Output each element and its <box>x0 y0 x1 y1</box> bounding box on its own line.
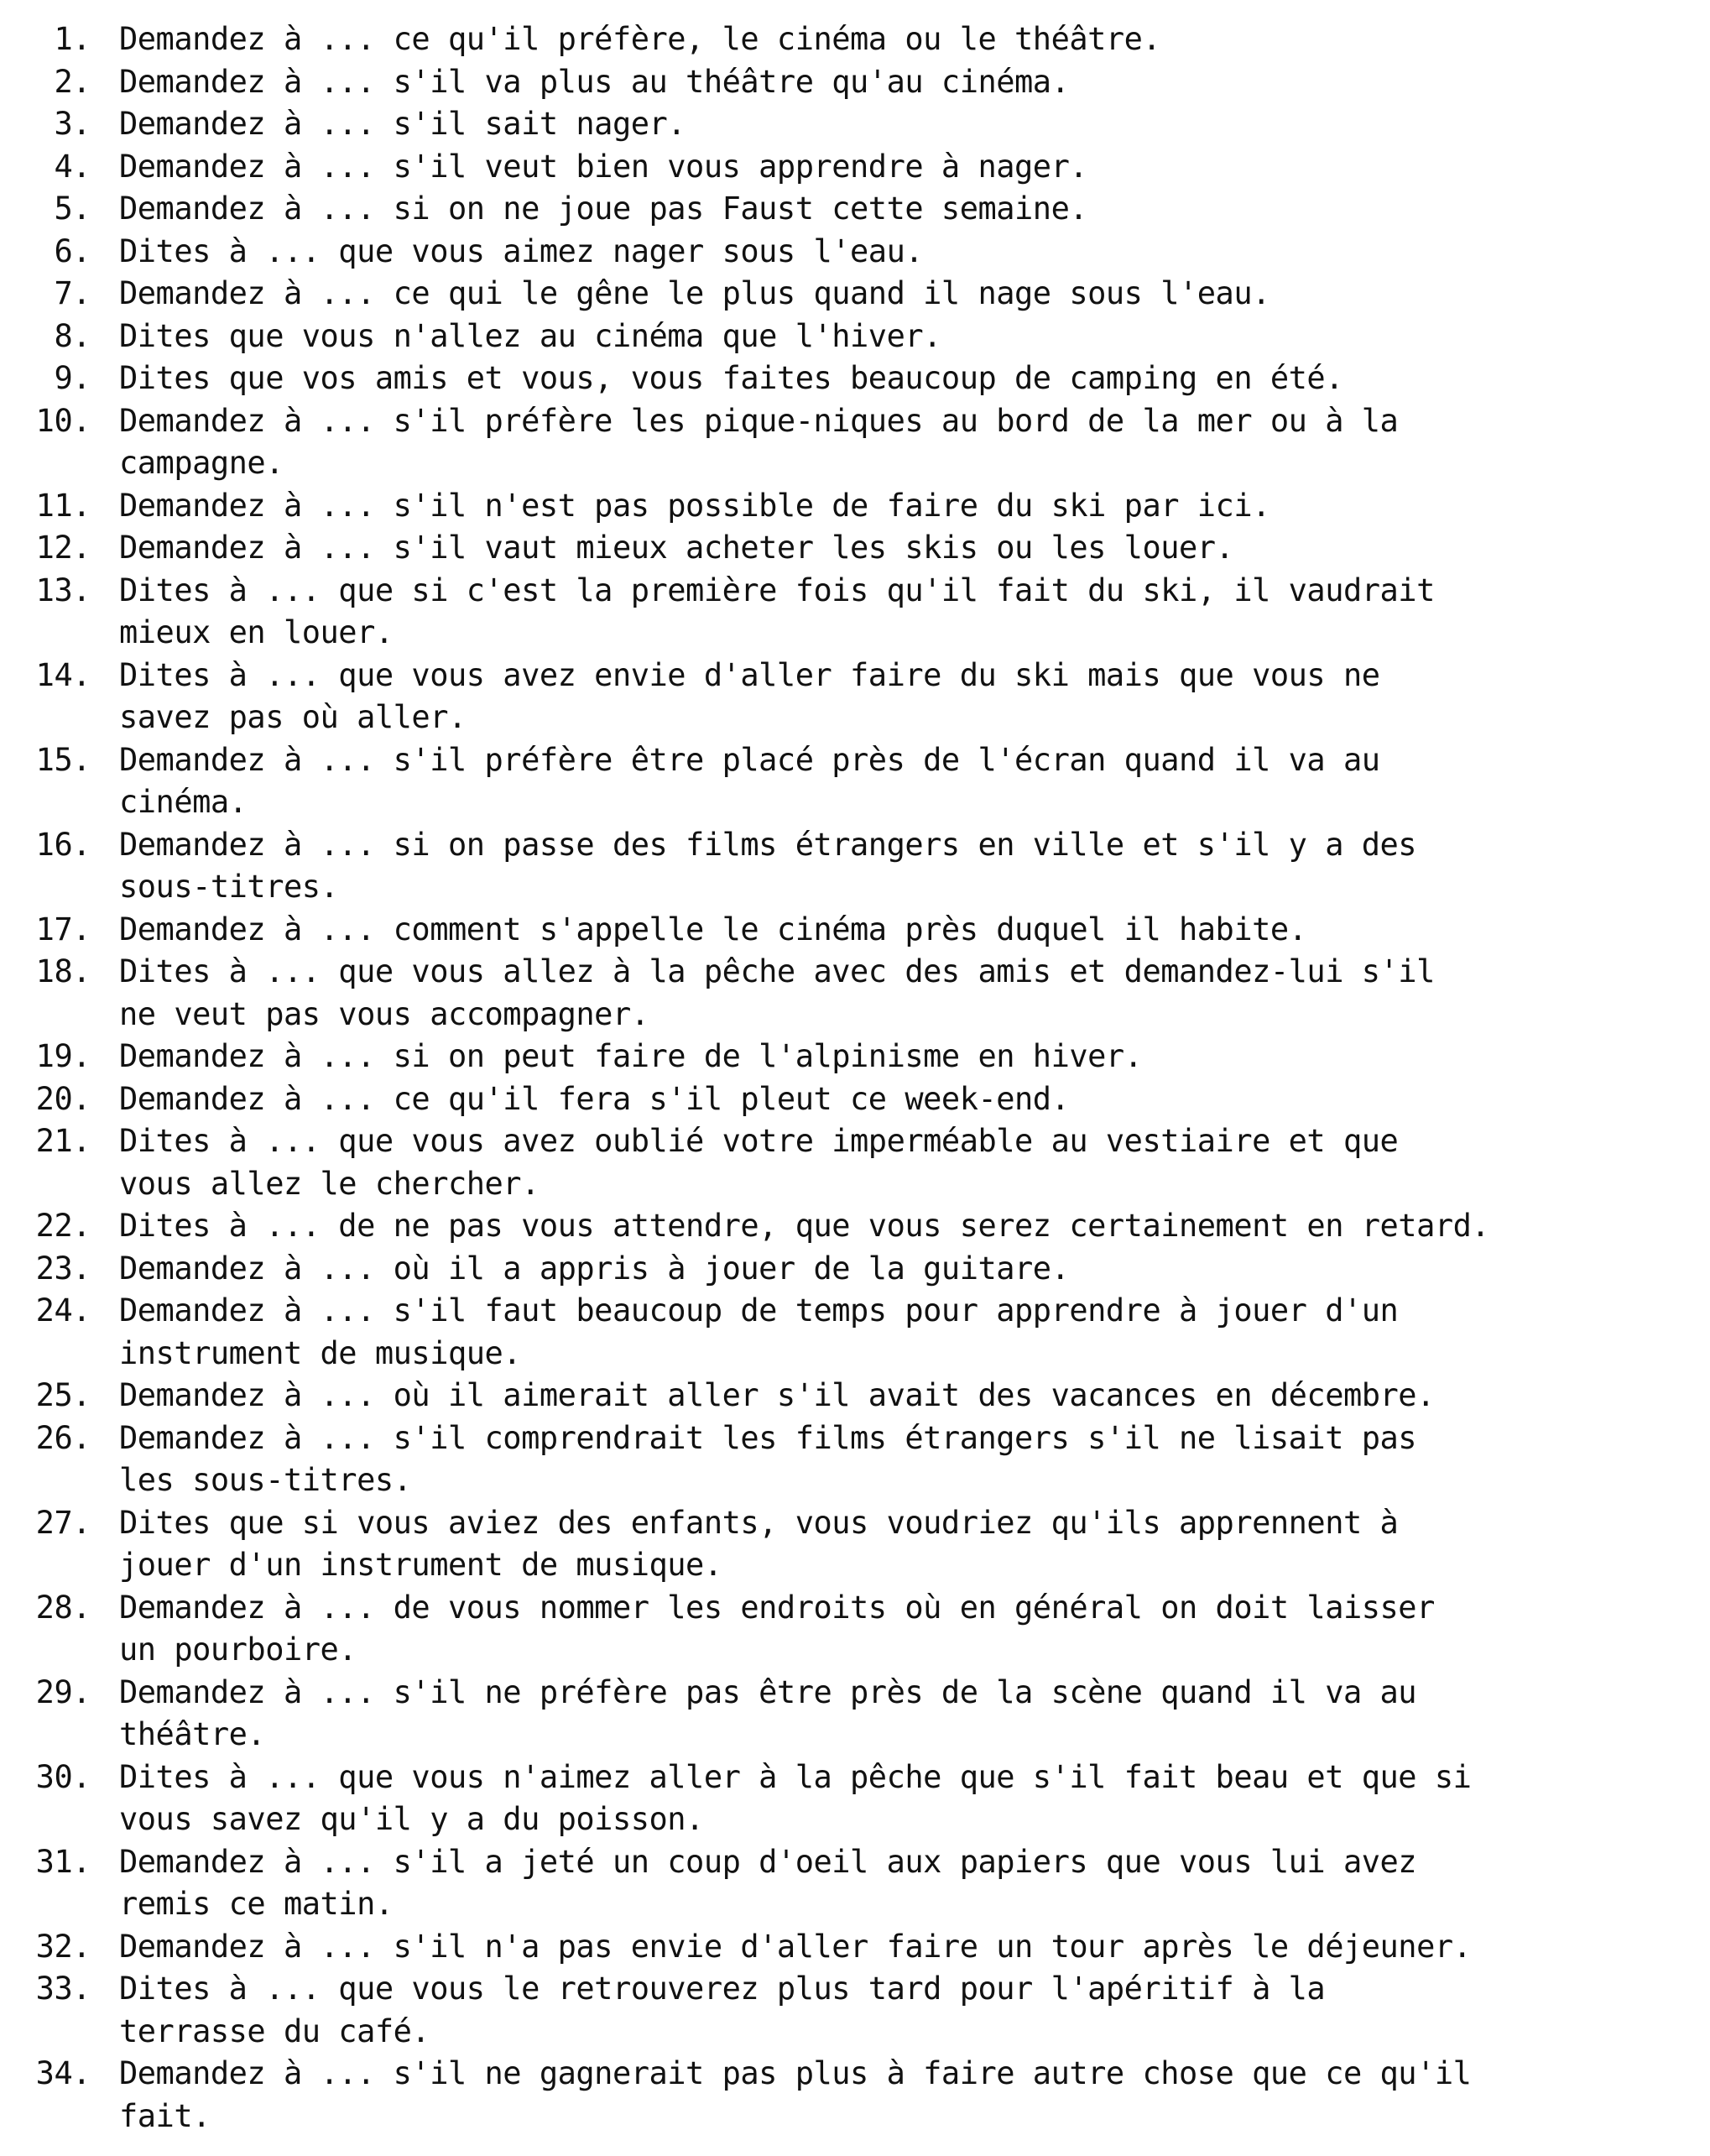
list-item <box>0 1968 1710 2053</box>
item-text: Dites à ... que vous n'aimez aller à la pêche que s'il fait beau et que si vous savez qu'il y a du poisson. <box>119 1758 1472 1837</box>
list-item <box>0 527 1710 570</box>
item-number: 11. <box>35 487 91 524</box>
item-number: 4. <box>54 148 91 185</box>
list-item <box>0 655 1710 739</box>
list-item <box>0 824 1710 909</box>
list-item <box>0 2053 1710 2138</box>
item-text: Dites à ... que vous avez envie d'aller faire du ski mais que vous ne savez pas où aller. <box>119 656 1380 735</box>
item-number: 16. <box>35 826 91 863</box>
list-item <box>0 316 1710 358</box>
item-text: Demandez à ... où il a appris à jouer de la guitare. <box>119 1250 1070 1287</box>
item-number: 12. <box>35 530 91 566</box>
item-number: 29. <box>35 1673 91 1710</box>
item-number: 34. <box>35 2055 91 2091</box>
list-item <box>0 1375 1710 1417</box>
item-number: 15. <box>35 741 91 778</box>
list-item <box>0 485 1710 528</box>
item-number: 3. <box>54 106 91 142</box>
list-item <box>0 951 1710 1036</box>
list-item <box>0 1120 1710 1205</box>
list-item <box>0 1205 1710 1248</box>
list-item <box>0 909 1710 952</box>
item-text: Demandez à ... s'il n'est pas possible de faire du ski par ici. <box>119 487 1270 524</box>
item-number: 2. <box>54 63 91 100</box>
item-number: 33. <box>35 1971 91 2007</box>
item-number: 8. <box>54 317 91 354</box>
item-number: 22. <box>35 1208 91 1244</box>
item-text: Dites que vous n'allez au cinéma que l'hiver. <box>119 317 941 354</box>
list-item <box>0 231 1710 274</box>
item-text: Demandez à ... s'il veut bien vous apprendre à nager. <box>119 148 1088 185</box>
item-number: 13. <box>35 572 91 608</box>
list-item <box>0 103 1710 146</box>
item-number: 21. <box>35 1123 91 1159</box>
item-text: Dites à ... que vous le retrouverez plus tard pour l'apéritif à la terrasse du café. <box>119 1971 1326 2049</box>
list-item <box>0 18 1710 61</box>
list-item <box>0 1841 1710 1926</box>
item-number: 28. <box>35 1589 91 1626</box>
item-text: Demandez à ... si on passe des films étrangers en ville et s'il y a des sous-titres. <box>119 826 1417 905</box>
item-number: 25. <box>35 1377 91 1413</box>
list-item <box>0 1757 1710 1841</box>
item-text: Demandez à ... de vous nommer les endroits où en général on doit laisser un pourboire. <box>119 1589 1435 1668</box>
list-item <box>0 570 1710 655</box>
item-number: 27. <box>35 1504 91 1541</box>
list-item <box>0 188 1710 231</box>
item-number: 1. <box>54 21 91 57</box>
item-number: 31. <box>35 1843 91 1880</box>
item-number: 20. <box>35 1080 91 1117</box>
item-text: Demandez à ... s'il comprendrait les films étrangers s'il ne lisait pas les sous-titres. <box>119 1419 1417 1498</box>
item-number: 5. <box>54 191 91 227</box>
list-item <box>0 400 1710 485</box>
item-text: Demandez à ... ce qu'il préfère, le cinéma ou le théâtre. <box>119 21 1161 57</box>
item-text: Dites que si vous aviez des enfants, vous voudriez qu'ils apprennent à jouer d'un instrument de musique. <box>119 1504 1399 1583</box>
list-item <box>0 1290 1710 1375</box>
item-text: Demandez à ... ce qui le gêne le plus quand il nage sous l'eau. <box>119 275 1270 311</box>
item-text: Demandez à ... s'il vaut mieux acheter les skis ou les louer. <box>119 530 1234 566</box>
item-text: Dites à ... de ne pas vous attendre, que vous serez certainement en retard. <box>119 1208 1490 1244</box>
item-number: 32. <box>35 1928 91 1965</box>
list-item <box>0 1078 1710 1121</box>
item-number: 30. <box>35 1758 91 1795</box>
item-text: Demandez à ... s'il faut beaucoup de temps pour apprendre à jouer d'un instrument de musique. <box>119 1292 1399 1371</box>
item-number: 7. <box>54 275 91 311</box>
item-text: Demandez à ... comment s'appelle le cinéma près duquel il habite. <box>119 911 1307 947</box>
item-number: 10. <box>35 402 91 439</box>
item-number: 24. <box>35 1292 91 1329</box>
item-text: Demandez à ... s'il préfère les pique-niques au bord de la mer ou à la campagne. <box>119 402 1399 481</box>
list-item <box>0 1926 1710 1969</box>
list-item <box>0 1036 1710 1078</box>
item-text: Demandez à ... s'il ne préfère pas être près de la scène quand il va au théâtre. <box>119 1673 1417 1752</box>
item-text: Dites que vos amis et vous, vous faites beaucoup de camping en été. <box>119 360 1343 396</box>
item-number: 19. <box>35 1038 91 1074</box>
item-text: Demandez à ... s'il a jeté un coup d'oeil aux papiers que vous lui avez remis ce matin. <box>119 1843 1417 1922</box>
item-text: Dites à ... que vous aimez nager sous l'eau. <box>119 232 924 269</box>
list-item <box>0 1587 1710 1672</box>
item-text: Demandez à ... s'il ne gagnerait pas plus à faire autre chose que ce qu'il fait. <box>119 2055 1472 2134</box>
item-text: Demandez à ... si on ne joue pas Faust cette semaine. <box>119 191 1088 227</box>
exercise-list <box>0 18 1710 2138</box>
list-item <box>0 1417 1710 1502</box>
item-text: Demandez à ... ce qu'il fera s'il pleut ce week-end. <box>119 1080 1070 1117</box>
item-number: 6. <box>54 232 91 269</box>
item-text: Demandez à ... s'il préfère être placé près de l'écran quand il va au cinéma. <box>119 741 1380 820</box>
item-text: Dites à ... que vous allez à la pêche avec des amis et demandez-lui s'il ne veut pas vous accompagner. <box>119 953 1435 1032</box>
list-item <box>0 273 1710 316</box>
item-text: Demandez à ... où il aimerait aller s'il avait des vacances en décembre. <box>119 1377 1435 1413</box>
item-text: Demandez à ... s'il va plus au théâtre qu'au cinéma. <box>119 63 1070 100</box>
item-text: Dites à ... que si c'est la première fois qu'il fait du ski, il vaudrait mieux en louer. <box>119 572 1435 650</box>
item-number: 17. <box>35 911 91 947</box>
item-number: 26. <box>35 1419 91 1456</box>
item-text: Demandez à ... s'il sait nager. <box>119 106 686 142</box>
item-number: 23. <box>35 1250 91 1287</box>
item-text: Dites à ... que vous avez oublié votre imperméable au vestiaire et que vous allez le chercher. <box>119 1123 1399 1202</box>
list-item <box>0 1502 1710 1587</box>
list-item <box>0 358 1710 400</box>
list-item <box>0 739 1710 824</box>
item-number: 14. <box>35 656 91 693</box>
item-number: 18. <box>35 953 91 989</box>
item-number: 9. <box>54 360 91 396</box>
list-item <box>0 1672 1710 1757</box>
list-item <box>0 1248 1710 1291</box>
list-item <box>0 61 1710 104</box>
item-text: Demandez à ... s'il n'a pas envie d'aller faire un tour après le déjeuner. <box>119 1928 1472 1965</box>
item-text: Demandez à ... si on peut faire de l'alpinisme en hiver. <box>119 1038 1143 1074</box>
list-item <box>0 146 1710 189</box>
